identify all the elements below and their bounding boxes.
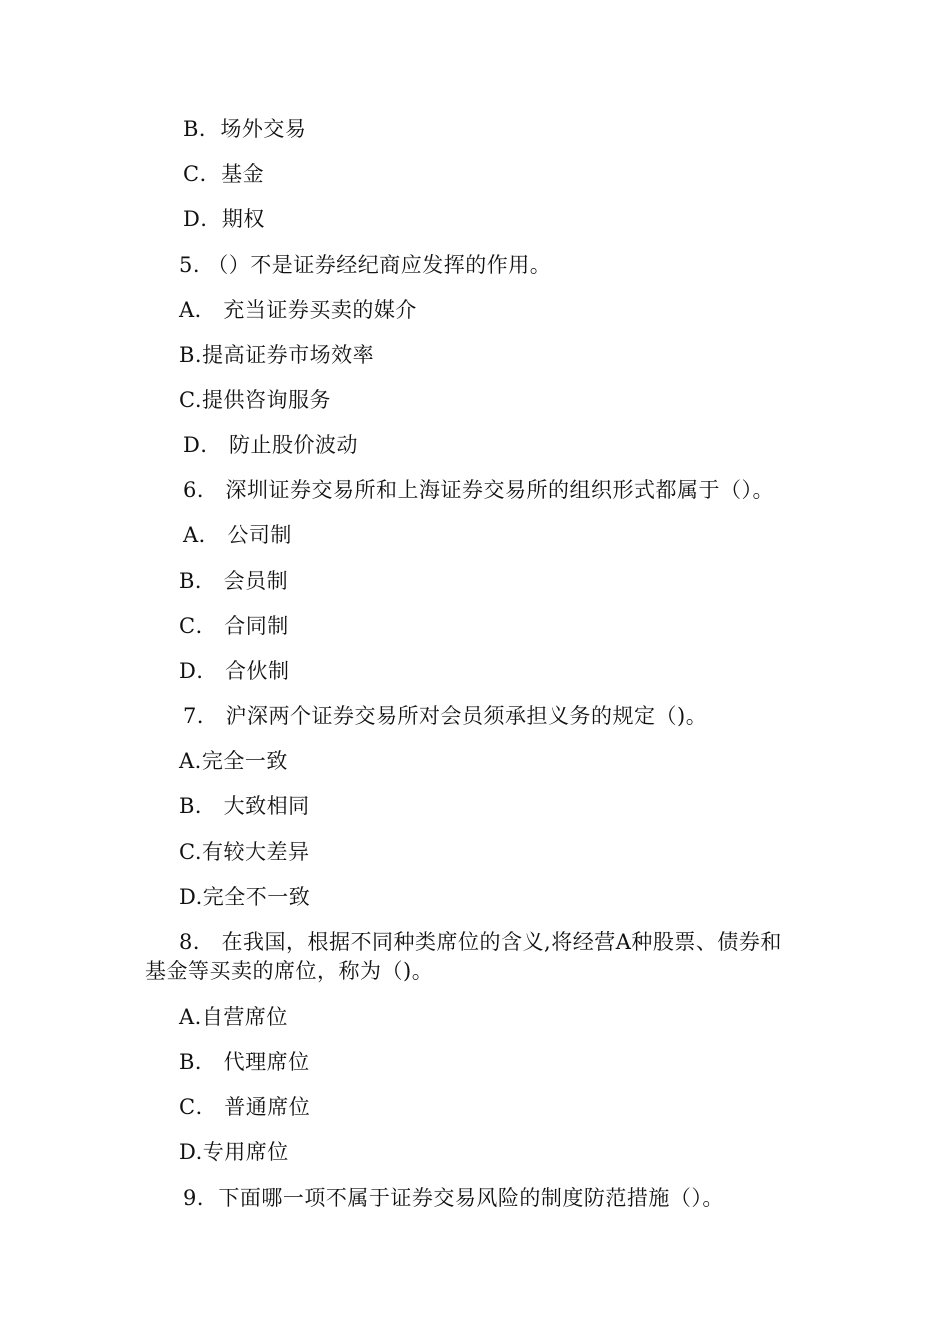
q7-option-b: B． 大致相同	[179, 794, 310, 818]
question-6: 6． 深圳证券交易所和上海证券交易所的组织形式都属于（）。	[183, 478, 775, 502]
q5-option-c: C.提供咨询服务	[179, 388, 331, 412]
q7-option-c: C.有较大差异	[179, 840, 310, 864]
question-9: 9．下面哪一项不属于证券交易风险的制度防范措施（）。	[183, 1186, 724, 1210]
q5-option-b: B.提高证券市场效率	[179, 343, 375, 367]
option-d-option: D．期权	[183, 207, 265, 231]
q8-option-c: C． 普通席位	[179, 1095, 311, 1119]
question-8-line-2: 基金等买卖的席位，称为（)。	[145, 959, 434, 983]
option-b-otc-trading: B．场外交易	[183, 117, 307, 141]
q6-option-c: C． 合同制	[179, 614, 289, 638]
q6-option-b: B． 会员制	[179, 569, 289, 593]
q8-option-a: A.自营席位	[179, 1005, 288, 1029]
option-c-fund: C．基金	[183, 162, 265, 186]
q8-option-d: D.专用席位	[179, 1140, 289, 1164]
q7-option-d: D.完全不一致	[179, 885, 311, 909]
question-7: 7． 沪深两个证券交易所对会员须承担义务的规定（)。	[183, 704, 708, 728]
q5-option-a: A． 充当证券买卖的媒介	[179, 298, 417, 322]
q7-option-a: A.完全一致	[179, 749, 288, 773]
question-5: 5. （）不是证券经纪商应发挥的作用。	[179, 253, 552, 277]
q8-option-b: B． 代理席位	[179, 1050, 310, 1074]
q6-option-d: D． 合伙制	[179, 659, 290, 683]
q6-option-a: A． 公司制	[183, 523, 292, 547]
q5-option-d: D． 防止股价波动	[183, 433, 359, 457]
question-8-line-1: 8． 在我国，根据不同种类席位的含义,将经营A种股票、债券和	[179, 930, 782, 954]
